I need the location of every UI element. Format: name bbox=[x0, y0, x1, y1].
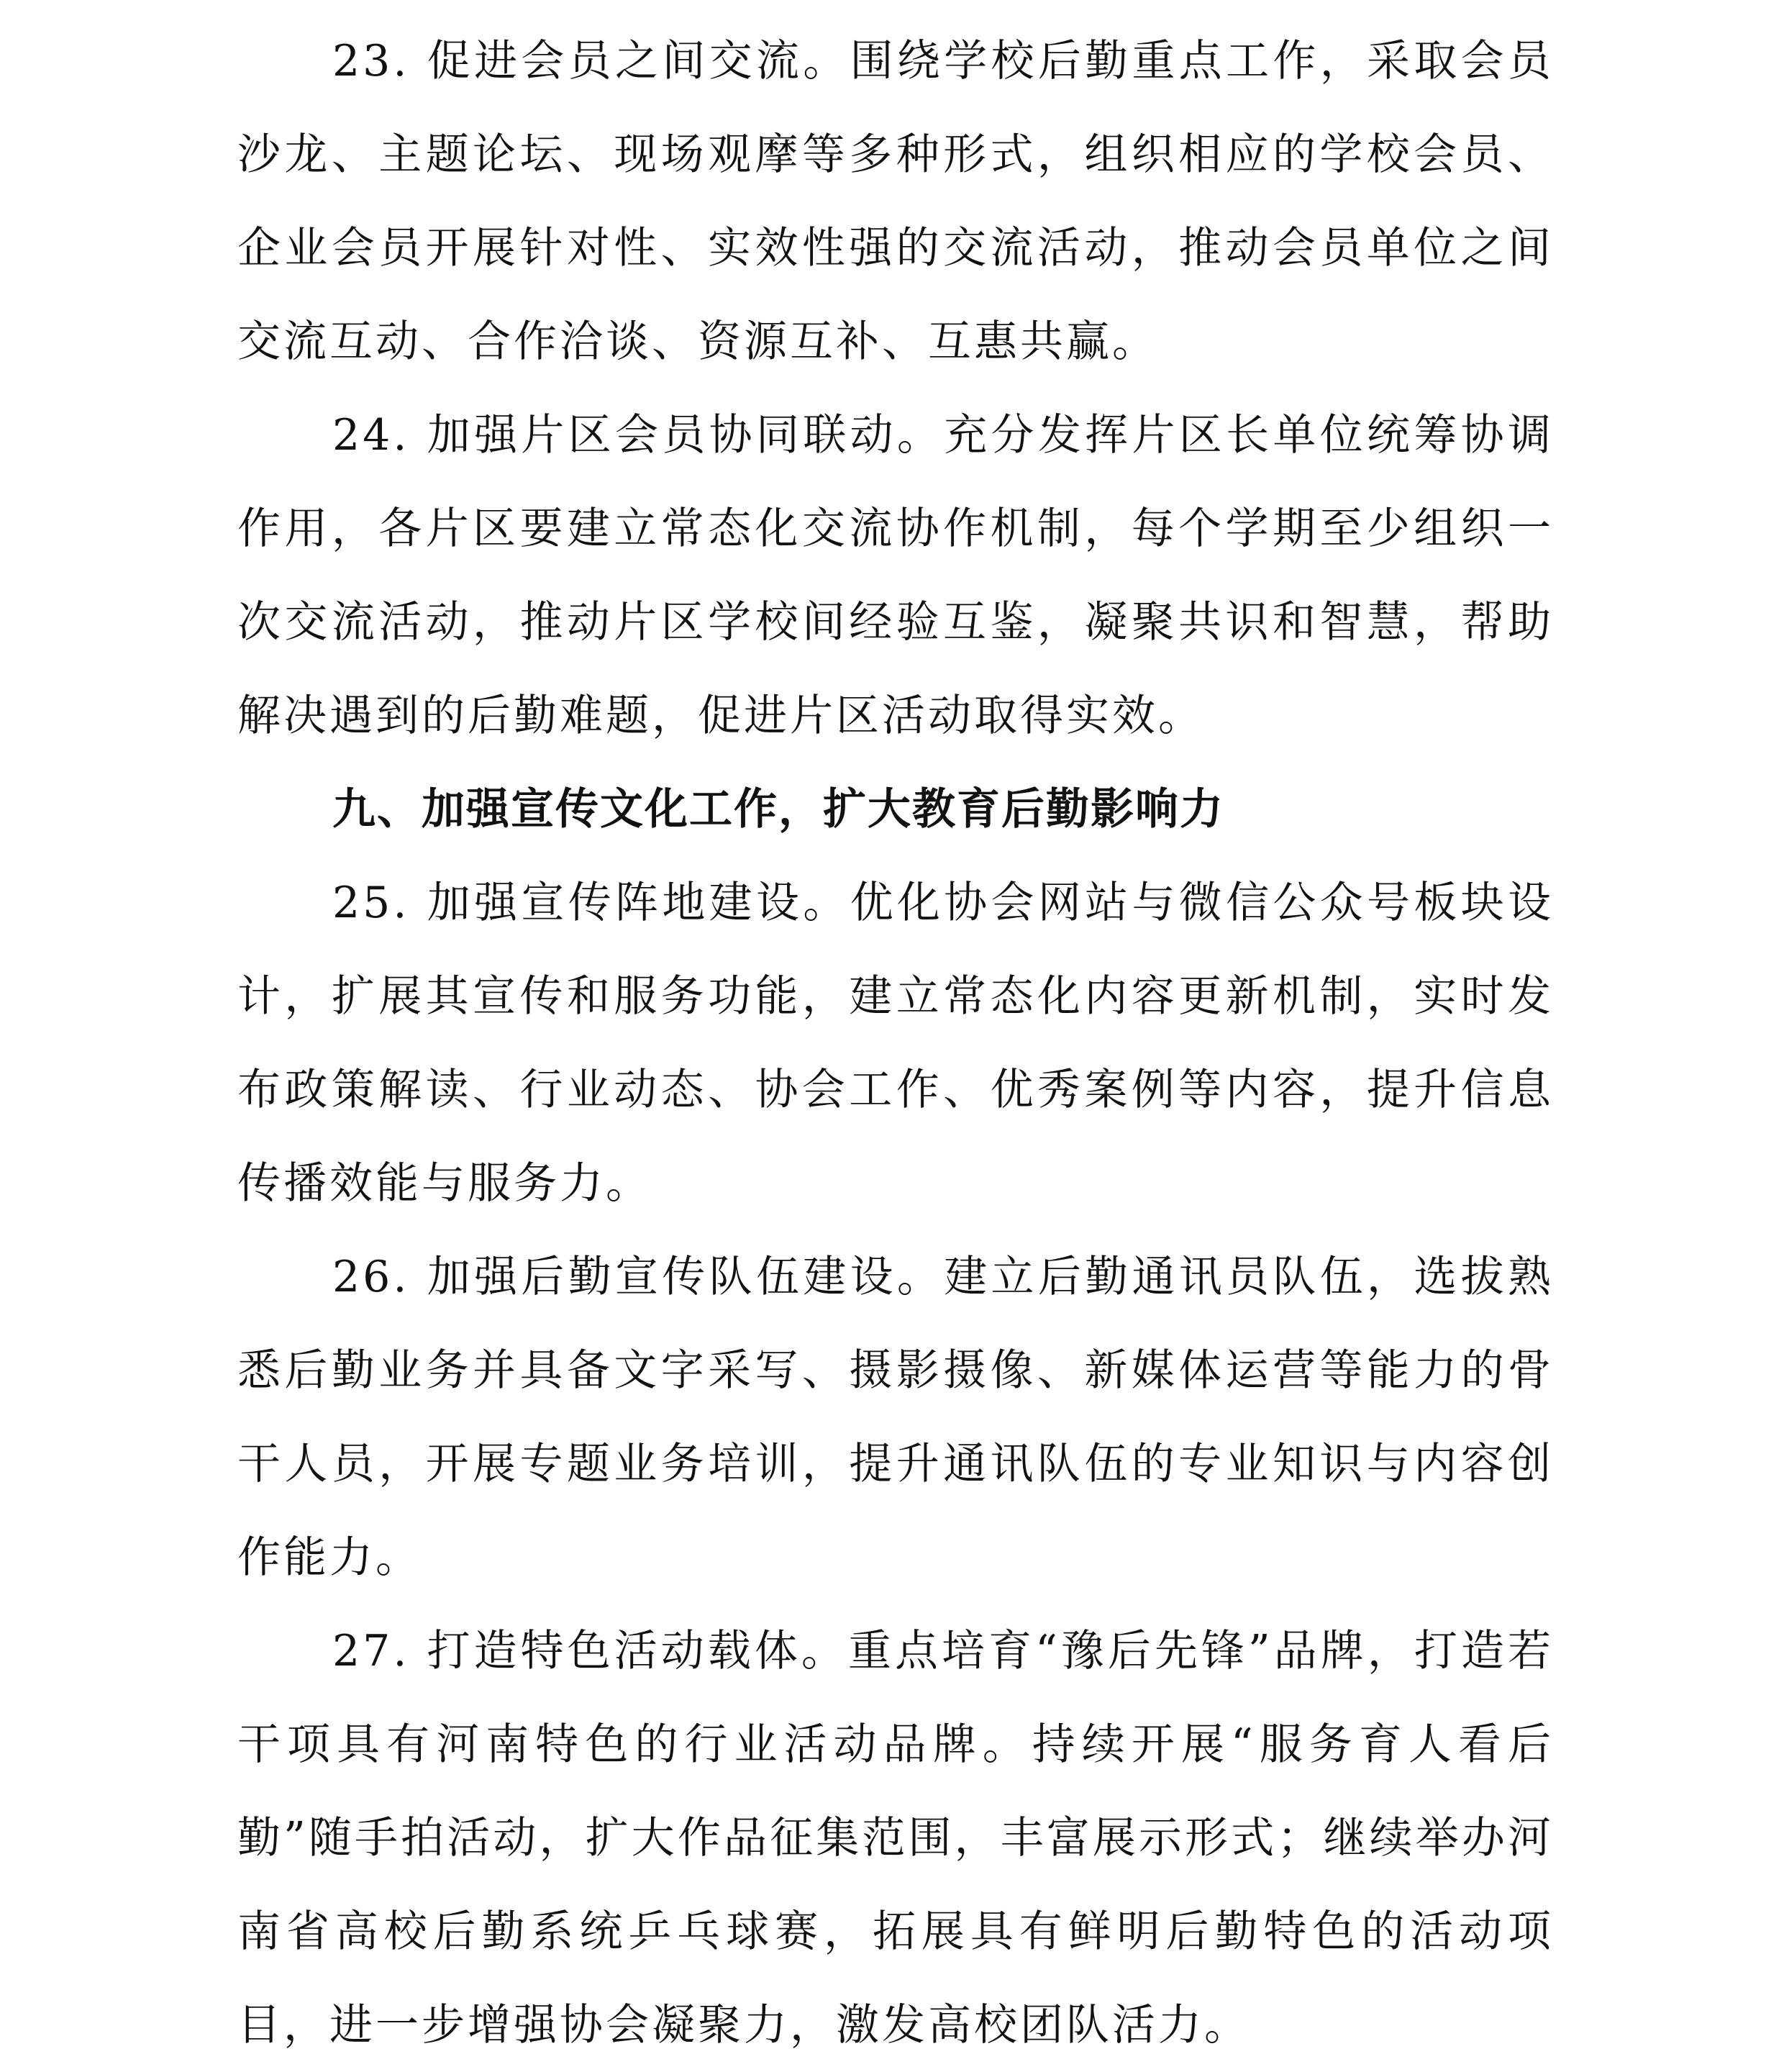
paragraph-24: 24. 加强片区会员协同联动。充分发挥片区长单位统筹协调作用，各片区要建立常态化交流协作机制，每个学期至少组织一次交流活动，推动片区学校间经验互鉴，凝聚共识和智慧，帮助解决遇到的后勤难题，促进片区活动取得实效。 bbox=[237, 410, 1554, 741]
paragraph-23: 23. 促进会员之间交流。围绕学校后勤重点工作，采取会员沙龙、主题论坛、现场观摩等多种形式，组织相应的学校会员、企业会员开展针对性、实效性强的交流活动，推动会员单位之间交流互动、合作洽谈、资源互补、互惠共赢。 bbox=[237, 36, 1554, 367]
document-page bbox=[237, 14, 1554, 2072]
paragraph-26: 26. 加强后勤宣传队伍建设。建立后勤通讯员队伍，选拔熟悉后勤业务并具备文字采写、摄影摄像、新媒体运营等能力的骨干人员，开展专题业务培训，提升通讯队伍的专业知识与内容创作能力。 bbox=[237, 1252, 1554, 1583]
paragraph-25: 25. 加强宣传阵地建设。优化协会网站与微信公众号板块设计，扩展其宣传和服务功能，建立常态化内容更新机制，实时发布政策解读、行业动态、协会工作、优秀案例等内容，提升信息传播效能与服务力。 bbox=[237, 878, 1554, 1209]
paragraph-27: 27. 打造特色活动载体。重点培育“豫后先锋”品牌，打造若干项具有河南特色的行业活动品牌。持续开展“服务育人看后勤”随手拍活动，扩大作品征集范围，丰富展示形式；继续举办河南省高校后勤系统乒乓球赛，拓展具有鲜明后勤特色的活动项目，进一步增强协会凝聚力，激发高校团队活力。 bbox=[237, 1626, 1554, 2050]
section-heading: 九、加强宣传文化工作，扩大教育后勤影响力 bbox=[332, 784, 1224, 835]
